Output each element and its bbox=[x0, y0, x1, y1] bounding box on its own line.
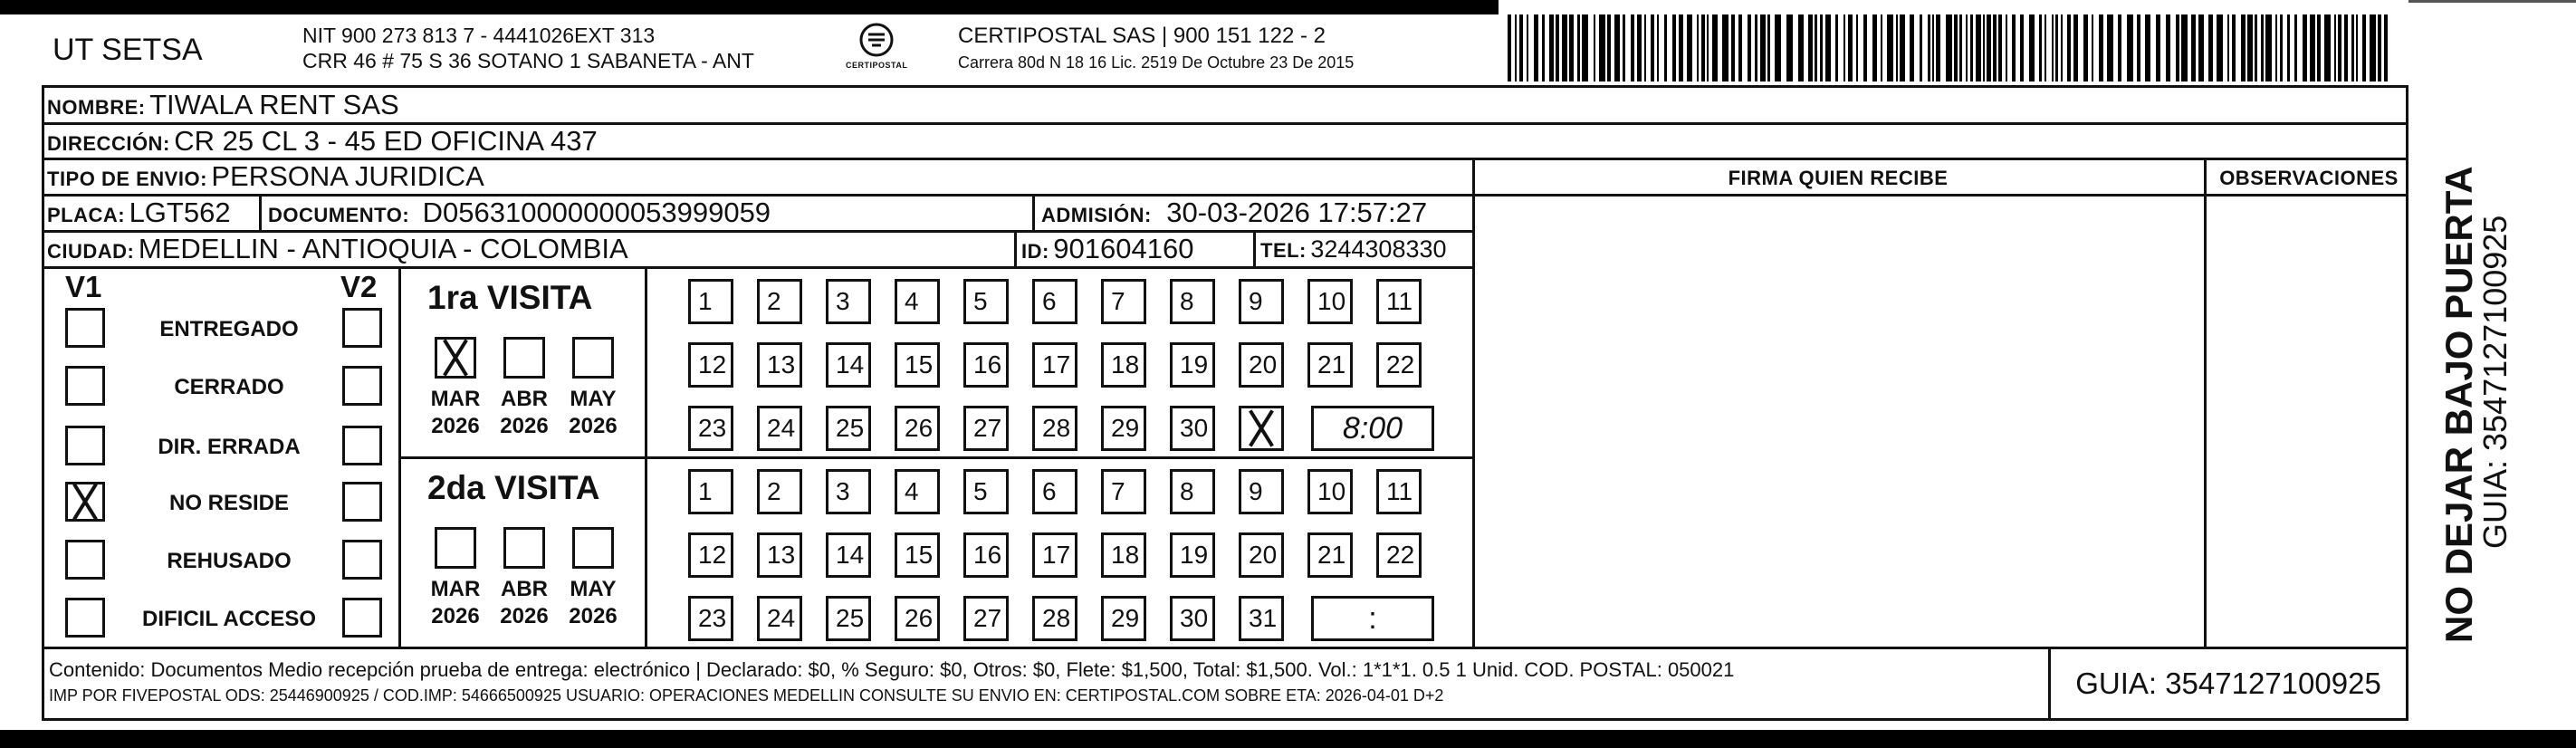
visit2-day-box[interactable]: 8 bbox=[1170, 469, 1215, 514]
admision-divider bbox=[1032, 194, 1035, 230]
documento-label: DOCUMENTO: bbox=[268, 204, 410, 226]
visit-month-year: 2026 bbox=[569, 604, 618, 628]
status-v2-checkbox[interactable] bbox=[342, 366, 382, 406]
barcode-bar bbox=[2191, 14, 2196, 82]
status-v2-checkbox[interactable] bbox=[342, 308, 382, 348]
visit2-day-box[interactable]: 31 bbox=[1239, 596, 1284, 641]
barcode-bar bbox=[1775, 14, 1781, 82]
barcode-bar bbox=[1760, 14, 1766, 82]
barcode-bar bbox=[2370, 14, 2376, 82]
barcode-bar bbox=[1936, 14, 1940, 82]
barcode-bar bbox=[2217, 14, 2223, 82]
visit1-month-checkbox[interactable] bbox=[435, 337, 476, 379]
visit1-day-box[interactable]: 2 bbox=[757, 279, 802, 324]
barcode-bar bbox=[2061, 14, 2063, 82]
visit1-day-box[interactable]: 27 bbox=[963, 406, 1009, 451]
barcode-bar bbox=[1970, 14, 1973, 82]
barcode-bar bbox=[2006, 14, 2007, 82]
barcode-bar bbox=[1815, 14, 1817, 82]
status-v1-checkbox[interactable] bbox=[65, 598, 105, 638]
nombre-label: NOMBRE: bbox=[47, 96, 146, 119]
observaciones-header: OBSERVACIONES bbox=[2219, 167, 2399, 189]
barcode-bar bbox=[2198, 14, 2204, 82]
barcode-bar bbox=[1697, 14, 1699, 82]
status-option-label: CERRADO bbox=[174, 375, 284, 399]
barcode-bar bbox=[2287, 14, 2290, 82]
placa-label: PLACA: bbox=[47, 204, 126, 226]
barcode-bar bbox=[2029, 14, 2035, 82]
visit1-day-box[interactable]: 8 bbox=[1170, 279, 1215, 324]
barcode-bar bbox=[1932, 14, 1934, 82]
barcode-bar bbox=[1946, 14, 1952, 82]
visit2-day-box[interactable]: 28 bbox=[1032, 596, 1077, 641]
barcode-bar bbox=[1900, 14, 1905, 82]
visit1-month-checkbox[interactable] bbox=[572, 337, 614, 379]
status-v2-checkbox[interactable] bbox=[342, 598, 382, 638]
direccion-value: CR 25 CL 3 - 45 ED OFICINA 437 bbox=[174, 125, 598, 157]
visit1-day-box[interactable]: 11 bbox=[1376, 279, 1422, 324]
barcode-bar bbox=[2099, 14, 2103, 82]
visit2-day-box[interactable]: 21 bbox=[1307, 532, 1353, 578]
status-option-label: ENTREGADO bbox=[159, 317, 299, 341]
status-option-label: DIR. ERRADA bbox=[158, 435, 301, 459]
barcode-bar bbox=[1599, 14, 1605, 82]
barcode-bar bbox=[2107, 14, 2113, 82]
visit1-month-label bbox=[422, 386, 489, 440]
barcode-bar bbox=[1748, 14, 1751, 82]
barcode-bar bbox=[2232, 14, 2236, 82]
visit2-time-box[interactable]: : bbox=[1311, 596, 1434, 641]
visits-middle-line bbox=[398, 456, 1472, 459]
barcode-bar bbox=[1594, 14, 1595, 82]
id-field bbox=[1021, 235, 1193, 263]
barcode-bar bbox=[2303, 14, 2307, 82]
barcode-bar bbox=[1707, 14, 1709, 82]
tel-divider bbox=[1253, 230, 1256, 266]
barcode-bar bbox=[1542, 14, 1545, 82]
visit2-day-box[interactable]: 22 bbox=[1376, 532, 1422, 578]
scan-bottom-edge bbox=[0, 730, 2576, 748]
barcode-bar bbox=[1881, 14, 1882, 82]
visit2-day-box[interactable]: 14 bbox=[826, 532, 871, 578]
visit-month-year: 2026 bbox=[500, 604, 549, 628]
barcode-bar bbox=[1614, 14, 1620, 82]
status-option-label: REHUSADO bbox=[167, 549, 292, 573]
visit2-day-box[interactable]: 15 bbox=[895, 532, 940, 578]
visit2-day-box[interactable]: 17 bbox=[1032, 532, 1077, 578]
barcode-bar bbox=[1987, 14, 1991, 82]
visit-month-name: ABR bbox=[501, 577, 548, 601]
barcode-bar bbox=[2137, 14, 2140, 82]
barcode-bar bbox=[2073, 14, 2078, 82]
documento-value: D056310000000053999059 bbox=[422, 197, 771, 228]
visit2-day-box[interactable]: 9 bbox=[1239, 469, 1284, 514]
placa-value: LGT562 bbox=[129, 197, 231, 228]
visit-month-name: MAY bbox=[570, 387, 617, 411]
v2-label: V2 bbox=[340, 270, 378, 303]
barcode-bar bbox=[1701, 14, 1705, 82]
visit1-day-box[interactable]: 26 bbox=[895, 406, 940, 451]
visit1-day-box[interactable]: 23 bbox=[688, 406, 733, 451]
barcode-bar bbox=[1687, 14, 1692, 82]
firma-area[interactable] bbox=[1476, 197, 2202, 645]
direccion-label: DIRECCIÓN: bbox=[47, 132, 170, 155]
barcode-bar bbox=[2176, 14, 2179, 82]
barcode-bar bbox=[1872, 14, 1877, 82]
barcode-bar bbox=[2083, 14, 2088, 82]
barcode-bar bbox=[2118, 14, 2121, 82]
visit1-day-box[interactable]: 21 bbox=[1307, 342, 1353, 388]
visit2-day-box[interactable]: 12 bbox=[688, 532, 733, 578]
visit2-day-box[interactable]: 25 bbox=[826, 596, 871, 641]
visit2-day-box[interactable]: 3 bbox=[826, 469, 871, 514]
visit2-day-box[interactable]: 5 bbox=[963, 469, 1009, 514]
visit2-title: 2da VISITA bbox=[427, 469, 600, 506]
visit1-day31-checked[interactable] bbox=[1239, 406, 1284, 451]
barcode-bar bbox=[2275, 14, 2277, 82]
barcode-bar bbox=[1966, 14, 1968, 82]
tel-label: TEL: bbox=[1260, 239, 1307, 262]
barcode-bar bbox=[2181, 14, 2188, 82]
admision-label: ADMISIÓN: bbox=[1041, 204, 1152, 226]
tipo-field bbox=[47, 162, 484, 190]
barcode-bar bbox=[2055, 14, 2058, 82]
visit2-day-box[interactable]: 2 bbox=[757, 469, 802, 514]
visit2-month-checkbox[interactable] bbox=[503, 527, 545, 569]
visit1-day-box[interactable]: 28 bbox=[1032, 406, 1077, 451]
barcode-bar bbox=[2227, 14, 2229, 82]
barcode-bar bbox=[1679, 14, 1683, 82]
tel-field bbox=[1260, 237, 1447, 262]
visit2-day-box[interactable]: 29 bbox=[1101, 596, 1146, 641]
visit2-day-box[interactable]: 20 bbox=[1239, 532, 1284, 578]
v1-label: V1 bbox=[65, 270, 102, 303]
barcode-bar bbox=[2052, 14, 2054, 82]
visit2-day-box[interactable]: 26 bbox=[895, 596, 940, 641]
visit1-time-box[interactable]: 8:00 bbox=[1311, 406, 1434, 451]
footer-top-line bbox=[42, 647, 2408, 649]
visit2-day-box[interactable]: 18 bbox=[1101, 532, 1146, 578]
visit1-day-box[interactable]: 20 bbox=[1239, 342, 1284, 388]
visit-month-name: MAR bbox=[430, 577, 481, 601]
barcode-bar bbox=[1651, 14, 1654, 82]
row-line-5 bbox=[42, 266, 1472, 269]
barcode-bar bbox=[2351, 14, 2354, 82]
barcode-bar bbox=[1637, 14, 1642, 82]
barcode-bar bbox=[2166, 14, 2170, 82]
company-name: UT SETSA bbox=[53, 33, 203, 67]
barcode-bar bbox=[2045, 14, 2046, 82]
firma-header: FIRMA QUIEN RECIBE bbox=[1728, 167, 1949, 189]
visit1-day-box[interactable]: 30 bbox=[1170, 406, 1215, 451]
license-line: Carrera 80d N 18 16 Lic. 2519 De Octubre 23 De 2015 bbox=[958, 53, 1355, 72]
visit1-title: 1ra VISITA bbox=[427, 279, 593, 316]
visit-month-year: 2026 bbox=[569, 414, 618, 438]
barcode-bar bbox=[2261, 14, 2264, 82]
status-option-label: DIFICIL ACCESO bbox=[141, 607, 316, 631]
visit-month-year: 2026 bbox=[500, 414, 549, 438]
barcode-bar bbox=[2384, 14, 2388, 82]
barcode-bar bbox=[2067, 14, 2071, 82]
scan-top-right-line bbox=[2408, 0, 2576, 3]
visit2-month-label bbox=[422, 576, 489, 630]
barcode-bar bbox=[2127, 14, 2133, 82]
barcode-bar bbox=[1569, 14, 1574, 82]
barcode-bar bbox=[2145, 14, 2150, 82]
visit2-month-label bbox=[560, 576, 627, 630]
barcode-bar bbox=[1998, 14, 2002, 82]
barcode-bar bbox=[2324, 14, 2331, 82]
visit1-month-label bbox=[491, 386, 558, 440]
id-label: ID: bbox=[1021, 240, 1049, 263]
visit1-day-box[interactable]: 7 bbox=[1101, 279, 1146, 324]
barcode-bar bbox=[1848, 14, 1853, 82]
barcode-bar bbox=[1515, 14, 1517, 82]
ciudad-label: CIUDAD: bbox=[47, 240, 135, 263]
visit2-day-box[interactable]: 13 bbox=[757, 532, 802, 578]
barcode-bar bbox=[1843, 14, 1845, 82]
barcode-bar bbox=[1896, 14, 1898, 82]
barcode-bar bbox=[1631, 14, 1634, 82]
observaciones-left-border bbox=[2204, 158, 2207, 647]
side-header-line bbox=[1472, 194, 2408, 197]
logo-text: CERTIPOSTAL bbox=[846, 61, 908, 70]
barcode-bar bbox=[1786, 14, 1793, 82]
visit2-day-box[interactable]: 19 bbox=[1170, 532, 1215, 578]
status-v1-checkbox[interactable] bbox=[65, 426, 105, 465]
barcode-bar bbox=[1582, 14, 1588, 82]
visit-month-name: ABR bbox=[501, 387, 548, 411]
placa-divider bbox=[259, 194, 262, 230]
visit1-day-box[interactable]: 3 bbox=[826, 279, 871, 324]
no-dejar-notice: NO DEJAR BAJO PUERTA bbox=[2437, 166, 2480, 643]
barcode-bar bbox=[2294, 14, 2297, 82]
barcode-bar bbox=[1556, 14, 1559, 82]
status-v2-checkbox[interactable] bbox=[342, 426, 382, 465]
barcode-bar bbox=[2378, 14, 2381, 82]
vertical-guia: GUIA: 3547127100925 bbox=[2476, 215, 2514, 549]
barcode-bar bbox=[1928, 14, 1930, 82]
barcode-bar bbox=[2338, 14, 2341, 82]
barcode-bar bbox=[1993, 14, 1997, 82]
barcode-bar bbox=[2241, 14, 2246, 82]
status-v1-checkbox[interactable] bbox=[65, 366, 105, 406]
visit2-day-box[interactable]: 7 bbox=[1101, 469, 1146, 514]
barcode-bar bbox=[1549, 14, 1554, 82]
visit1-day-box[interactable]: 13 bbox=[757, 342, 802, 388]
visit2-day-box[interactable]: 11 bbox=[1376, 469, 1422, 514]
visit1-day-box[interactable]: 14 bbox=[826, 342, 871, 388]
barcode-bar bbox=[1808, 14, 1813, 82]
visit2-day-box[interactable]: 24 bbox=[757, 596, 802, 641]
ciudad-value: MEDELLIN - ANTIOQUIA - COLOMBIA bbox=[138, 233, 628, 264]
nombre-field bbox=[47, 91, 399, 119]
barcode-bar bbox=[1820, 14, 1823, 82]
partner-line: CERTIPOSTAL SAS | 900 151 122 - 2 bbox=[958, 24, 1326, 48]
visit1-day-box[interactable]: 4 bbox=[895, 279, 940, 324]
tel-value: 3244308330 bbox=[1310, 235, 1447, 263]
barcode-bar bbox=[1835, 14, 1838, 82]
visit1-day-box[interactable]: 29 bbox=[1101, 406, 1146, 451]
barcode-bar bbox=[1527, 14, 1528, 82]
barcode-bar bbox=[2310, 14, 2315, 82]
visit-month-year: 2026 bbox=[431, 414, 480, 438]
direccion-field bbox=[47, 127, 598, 155]
barcode-bar bbox=[1825, 14, 1831, 82]
barcode-bar bbox=[2362, 14, 2366, 82]
visit1-day-box[interactable]: 9 bbox=[1239, 279, 1284, 324]
barcode-bar bbox=[2280, 14, 2283, 82]
barcode-bar bbox=[2317, 14, 2321, 82]
footer-line-1: Contenido: Documentos Medio recepción prueba de entrega: electrónico | Declarado: $0, % Seguro: $0, Otros: $0, Flete: $1,500, Total: $1,500. Vol.: 1*1*1. 0.5 1 Unid. COD. POSTAL: 050021 bbox=[49, 658, 1735, 681]
footer-line-2: IMP POR FIVEPOSTAL ODS: 25446900925 / COD.IMP: 54666500925 USUARIO: OPERACIONES MEDELLIN CONSULTE SU ENVIO EN: CERTIPOSTAL.COM SOBRE ETA: 2026-04-01 D+2 bbox=[49, 686, 1444, 705]
visit1-day-box[interactable]: 16 bbox=[963, 342, 1009, 388]
barcode-bar bbox=[2092, 14, 2093, 82]
visit-month-year: 2026 bbox=[431, 604, 480, 628]
admision-field bbox=[1041, 198, 1427, 226]
barcode-bar bbox=[2247, 14, 2253, 82]
id-divider bbox=[1014, 230, 1017, 266]
footer-guia: GUIA: 3547127100925 bbox=[2075, 666, 2381, 700]
barcode-bar bbox=[1657, 14, 1659, 82]
barcode-bar bbox=[2039, 14, 2042, 82]
barcode-bar bbox=[1731, 14, 1735, 82]
visit2-day-box[interactable]: 1 bbox=[688, 469, 733, 514]
barcode-bar bbox=[1767, 14, 1770, 82]
visit1-month-label bbox=[560, 386, 627, 440]
barcode-bar bbox=[1738, 14, 1742, 82]
barcode-bar bbox=[2255, 14, 2257, 82]
barcode-bar bbox=[1623, 14, 1625, 82]
id-value: 901604160 bbox=[1053, 233, 1194, 264]
visit2-day-box[interactable]: 10 bbox=[1307, 469, 1353, 514]
barcode-bar bbox=[1863, 14, 1867, 82]
visit1-day-box[interactable]: 5 bbox=[963, 279, 1009, 324]
certipostal-logo bbox=[842, 20, 911, 76]
placa-field bbox=[47, 198, 231, 226]
barcode-bar bbox=[2020, 14, 2024, 82]
barcode-bar bbox=[1976, 14, 1981, 82]
visit1-day-box[interactable]: 18 bbox=[1101, 342, 1146, 388]
visit2-day-box[interactable]: 30 bbox=[1170, 596, 1215, 641]
barcode-bar bbox=[2356, 14, 2358, 82]
visit-month-name: MAR bbox=[430, 387, 481, 411]
barcode-bar bbox=[1887, 14, 1893, 82]
barcode-bar bbox=[1664, 14, 1667, 82]
visit1-day-box[interactable]: 6 bbox=[1032, 279, 1077, 324]
visit1-day-box[interactable]: 22 bbox=[1376, 342, 1422, 388]
barcode-bar bbox=[1959, 14, 1962, 82]
barcode-bar bbox=[1562, 14, 1567, 82]
barcode-bar bbox=[1722, 14, 1729, 82]
visit2-day-box[interactable]: 27 bbox=[963, 596, 1009, 641]
visit2-day-box[interactable]: 6 bbox=[1032, 469, 1077, 514]
visit1-month-checkbox[interactable] bbox=[503, 337, 545, 379]
barcode-bar bbox=[2012, 14, 2016, 82]
visit1-day-box[interactable]: 1 bbox=[688, 279, 733, 324]
barcode-bar bbox=[2334, 14, 2336, 82]
barcode-bar bbox=[2156, 14, 2160, 82]
barcode-bar bbox=[1712, 14, 1718, 82]
barcode bbox=[1508, 0, 2390, 83]
status-option-label: NO RESIDE bbox=[168, 491, 290, 515]
visit1-day-box[interactable]: 25 bbox=[826, 406, 871, 451]
visit1-day-box[interactable]: 17 bbox=[1032, 342, 1077, 388]
visit1-day-box[interactable]: 10 bbox=[1307, 279, 1353, 324]
status-v1-checkbox[interactable] bbox=[65, 308, 105, 348]
visit-month-name: MAY bbox=[570, 577, 617, 601]
barcode-bar bbox=[1577, 14, 1580, 82]
visit1-day-box[interactable]: 19 bbox=[1170, 342, 1215, 388]
status-v1-checkbox[interactable] bbox=[65, 482, 105, 522]
barcode-bar bbox=[1644, 14, 1646, 82]
nombre-value: TIWALA RENT SAS bbox=[149, 89, 399, 120]
visit2-day-box[interactable]: 16 bbox=[963, 532, 1009, 578]
address-line: CRR 46 # 75 S 36 SOTANO 1 SABANETA - ANT bbox=[302, 49, 754, 72]
visit1-day-box[interactable]: 15 bbox=[895, 342, 940, 388]
visit2-month-checkbox[interactable] bbox=[572, 527, 614, 569]
firma-left-border bbox=[1472, 158, 1475, 647]
scan-top-edge bbox=[0, 0, 1499, 14]
tipo-label: TIPO DE ENVIO: bbox=[47, 168, 207, 190]
barcode-bar bbox=[1910, 14, 1914, 82]
visit1-day-box[interactable]: 24 bbox=[757, 406, 802, 451]
ciudad-field bbox=[47, 235, 628, 263]
barcode-bar bbox=[1519, 14, 1523, 82]
status-v2-checkbox[interactable] bbox=[342, 540, 382, 580]
status-v2-checkbox[interactable] bbox=[342, 482, 382, 522]
barcode-bar bbox=[2344, 14, 2348, 82]
observaciones-area[interactable] bbox=[2207, 197, 2407, 645]
visit2-month-label bbox=[491, 576, 558, 630]
status-v1-checkbox[interactable] bbox=[65, 540, 105, 580]
visit2-day-box[interactable]: 4 bbox=[895, 469, 940, 514]
barcode-bar bbox=[1508, 14, 1511, 82]
barcode-bar bbox=[1954, 14, 1958, 82]
barcode-bar bbox=[1856, 14, 1858, 82]
admision-value: 30-03-2026 17:57:27 bbox=[1166, 197, 1428, 228]
visit1-day-box[interactable]: 12 bbox=[688, 342, 733, 388]
barcode-bar bbox=[1607, 14, 1611, 82]
tipo-value: PERSONA JURIDICA bbox=[211, 160, 484, 192]
documento-field bbox=[268, 198, 771, 226]
barcode-bar bbox=[1920, 14, 1922, 82]
barcode-bar bbox=[1798, 14, 1804, 82]
barcode-bar bbox=[1534, 14, 1538, 82]
visit2-day-box[interactable]: 23 bbox=[688, 596, 733, 641]
barcode-bar bbox=[2208, 14, 2213, 82]
visit2-month-checkbox[interactable] bbox=[435, 527, 476, 569]
barcode-bar bbox=[2265, 14, 2272, 82]
barcode-bar bbox=[1755, 14, 1757, 82]
barcode-bar bbox=[1672, 14, 1676, 82]
barcode-bar bbox=[1983, 14, 1985, 82]
nit-line: NIT 900 273 813 7 - 4441026EXT 313 bbox=[302, 24, 656, 47]
